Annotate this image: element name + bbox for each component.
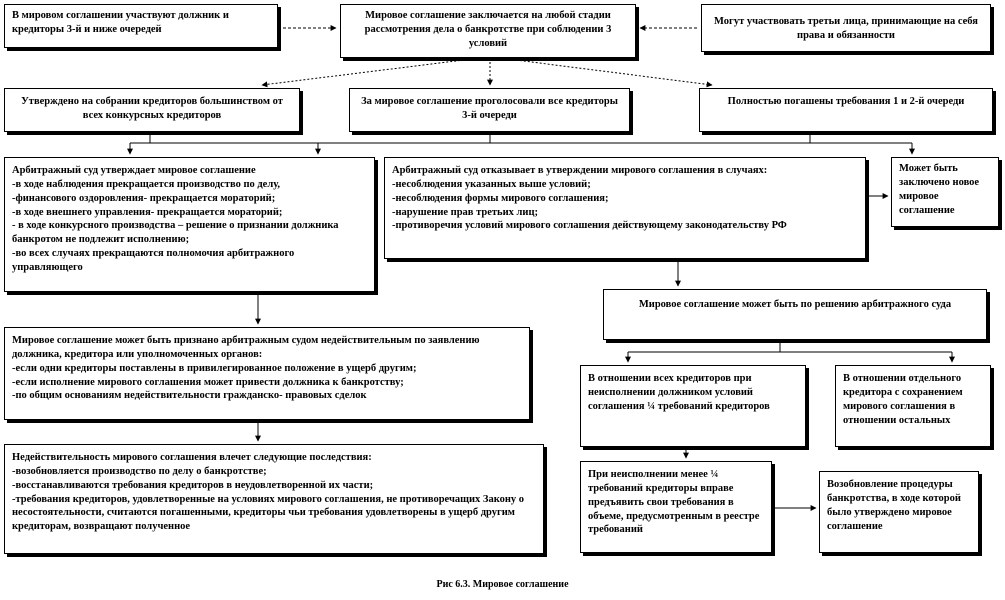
approves-line: -в ходе внешнего управления- прекращается мораторий; xyxy=(12,206,283,218)
box-third-parties xyxy=(701,4,991,52)
box-condition-1-text: Утверждено на собрании кредиторов большинством от всех конкурсных кредиторов xyxy=(21,96,283,121)
box-condition-3-text: Полностью погашены требования 1 и 2-й очереди xyxy=(727,96,965,107)
box-court-approves xyxy=(4,157,375,292)
invalid-line: -по общим основаниям недействительности гражданско- правовых сделок xyxy=(12,390,367,402)
consequences-line: -требования кредиторов, удовлетворенные на условиях мирового соглашения, не противоречащих Закону о несостоятельности, считаются погашенными, кредиторы чьи требования удовлетворены в ущерб другим кредиторам, возвращают полученное xyxy=(12,493,525,533)
box-resume xyxy=(819,471,979,553)
box-condition-2-text: За мировое соглашение проголосовали все кредиторы 3-й очереди xyxy=(361,96,618,121)
box-court-refuses xyxy=(384,157,866,259)
invalid-line: -если исполнение мирового соглашения может привести должника к банкротству; xyxy=(12,376,404,388)
box-all-creditors xyxy=(580,365,806,447)
approves-line: -финансового оздоровления- прекращается мораторий; xyxy=(12,192,276,204)
box-third-parties-text: Могут участвовать третьи лица, принимающие на себя права и обязанности xyxy=(714,16,978,41)
arrow-center-to-cond3 xyxy=(500,58,712,85)
box-one-creditor xyxy=(835,365,991,447)
consequences-line: Недействительность мирового соглашения влечет следующие последствия: xyxy=(12,452,372,463)
box-participants xyxy=(4,4,278,48)
box-participants-text: В мировом соглашении участвуют должник и кредиторы 3-й и ниже очередей xyxy=(12,10,229,35)
box-one-creditor-text: В отношении отдельного кредитора с сохранением мирового соглашения в отношении остальных xyxy=(843,373,963,426)
box-less-quarter xyxy=(580,461,772,553)
figure-caption: Рис 6.3. Мировое соглашение xyxy=(436,579,569,590)
invalid-line: Мировое соглашение может быть признано арбитражным судом недействительным по заявлению должника, кредитора или уполномоченных органов: xyxy=(12,335,480,360)
refuses-line: -несоблюдения указанных выше условий; xyxy=(392,178,591,190)
box-terminated xyxy=(603,289,987,340)
box-new-agreement xyxy=(891,157,999,227)
box-consequences xyxy=(4,444,544,554)
approves-line: - в ходе конкурсного производства – решение о признании должника банкротом не подлежит исполнению; xyxy=(12,220,339,246)
box-conclusion-text: Мировое соглашение заключается на любой стадии рассмотрения дела о банкротстве при соблюдении 3 условий xyxy=(364,10,612,49)
consequences-line: -восстанавливаются требования кредиторов в неудовлетворенной их части; xyxy=(12,479,374,491)
box-invalid xyxy=(4,327,530,420)
refuses-line: -несоблюдения формы мирового соглашения; xyxy=(392,192,609,204)
refuses-line: -нарушение прав третьих лиц; xyxy=(392,206,539,218)
invalid-line: -если одни кредиторы поставлены в привилегированное положение в ущерб другим; xyxy=(12,362,417,374)
approves-line: Арбитражный суд утверждает мировое соглашение xyxy=(12,165,256,176)
refuses-line: -противоречия условий мирового соглашения действующему законодательству РФ xyxy=(392,220,787,232)
box-new-agreement-text: Может быть заключено новое мировое соглашение xyxy=(899,163,980,216)
box-terminated-text: Мировое соглашение может быть по решению арбитражного суда xyxy=(638,299,952,310)
box-all-creditors-text: В отношении всех кредиторов при неисполнении должником условий соглашения ¼ требований кредиторов xyxy=(588,373,770,412)
approves-line: -во всех случаях прекращаются полномочия арбитражного управляющего xyxy=(12,248,295,274)
box-conclusion xyxy=(340,4,636,58)
box-condition-third-order xyxy=(349,88,630,132)
approves-line: -в ходе наблюдения прекращается производство по делу, xyxy=(12,178,281,190)
refuses-line: Арбитражный суд отказывает в утверждении мирового соглашения в случаях: xyxy=(392,165,768,176)
box-condition-creditors-meeting xyxy=(4,88,300,132)
box-resume-text: Возобновление процедуры банкротства, в ходе которой было утверждено мировое соглашение xyxy=(827,479,961,532)
arrow-center-to-cond1 xyxy=(262,58,480,85)
box-less-quarter-text: При неисполнении менее ¼ требований кредиторы вправе предъявить свои требования в объеме, предусмотренным в реестре требований xyxy=(588,469,760,536)
consequences-line: -возобновляется производство по делу о банкротстве; xyxy=(12,465,267,477)
box-condition-paid xyxy=(699,88,993,132)
